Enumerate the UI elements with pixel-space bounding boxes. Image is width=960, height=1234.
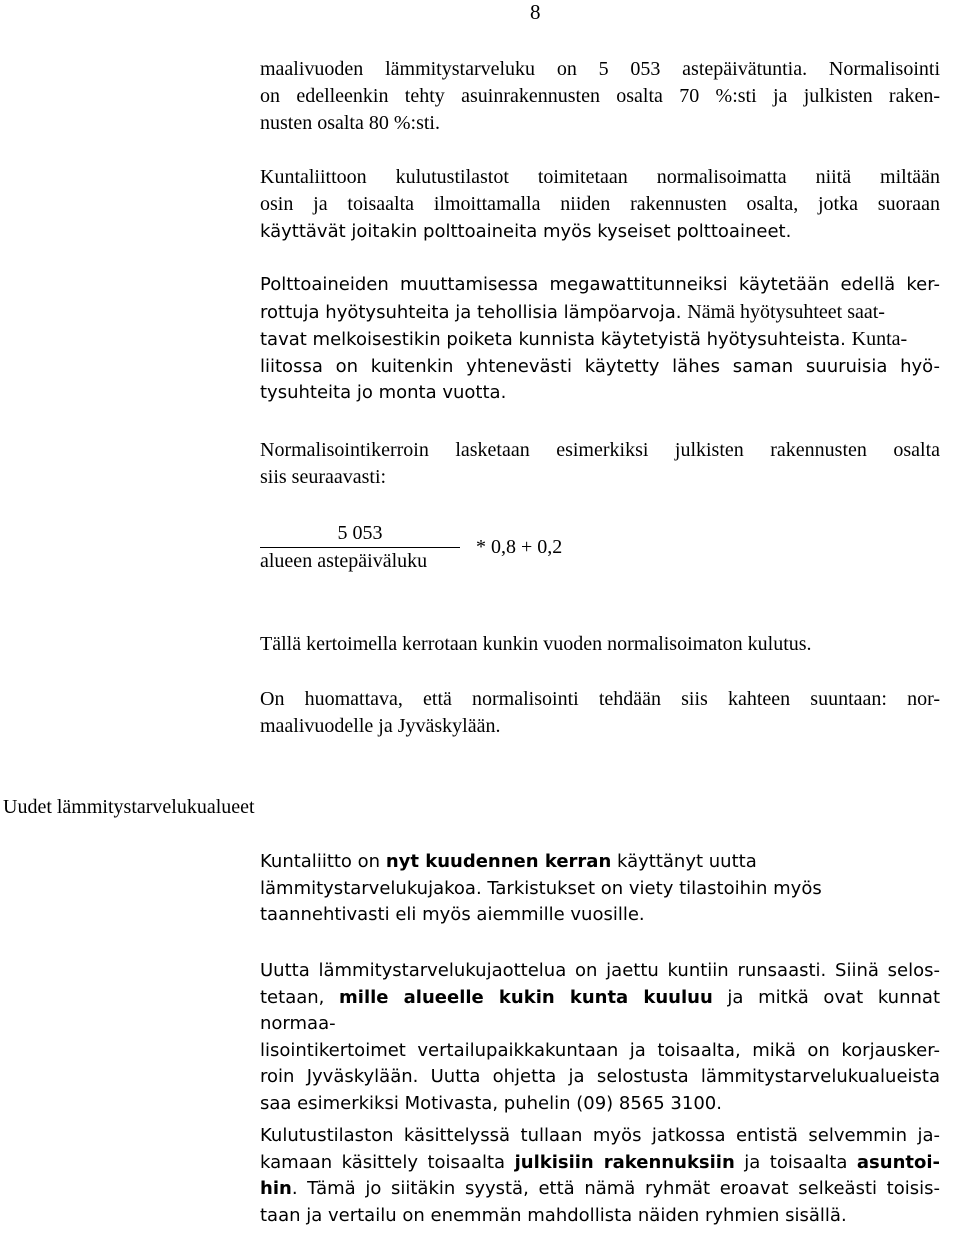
formula-denominator: alueen astepäiväluku <box>260 550 428 572</box>
text-line: Uutta lämmitystarvelukujaottelua on jaettu kuntiin runsaasti. Siinä selos- <box>260 960 940 981</box>
text-segment: tetaan, <box>260 986 340 1008</box>
text-segment: Kunta- <box>851 328 908 350</box>
bold-text: asuntoi- <box>856 1151 940 1173</box>
bold-text: hin <box>260 1178 292 1199</box>
text-segment: rottuja hyötysuhteita ja tehollisia lämpöarvoja. <box>260 301 682 323</box>
text-segment: . Tämä jo siitäkin syystä, että nämä ryhmät eroavat selkeästi toisis- <box>291 1178 940 1199</box>
section-heading: Uudet lämmitystarvelukualueet <box>3 796 255 818</box>
text-segment: kamaan käsittely toisaalta <box>260 1151 515 1173</box>
text-line: maalivuoden lämmitystarveluku on 5 053 astepäivätuntia. Normalisointi <box>260 58 940 80</box>
text-line: Kulutustilaston käsittelyssä tullaan myös jatkossa entistä selvemmin ja- <box>260 1125 940 1146</box>
fraction-bar <box>260 547 460 548</box>
text-line <box>260 1150 940 1177</box>
text-line: taan ja vertailu on enemmän mahdollista näiden ryhmien sisällä. <box>260 1204 847 1226</box>
bold-text: julkisiin rakennuksiin <box>514 1151 735 1173</box>
text-segment: ja mitkä ovat kunnat normaa- <box>260 986 940 1034</box>
text-segment: Nämä hyötysuhteet saat- <box>687 300 885 323</box>
text-line <box>260 299 940 327</box>
paragraph-statistics-delivery <box>260 164 940 245</box>
text-line: Kuntaliittoon kulutustilastot toimitetaan normalisoimatta niitä miltään <box>260 166 940 188</box>
text-line: Normalisointikerroin lasketaan esimerkiksi julkisten rakennusten osalta <box>260 439 940 461</box>
text-line <box>260 1176 940 1203</box>
text-line: taannehtivasti eli myös aiemmille vuosille. <box>260 904 645 925</box>
text-line: liitossa on kuitenkin yhtenevästi käytetty lähes saman suuruisia hyö- <box>260 355 940 377</box>
text-line: Polttoaineiden muuttamisessa megawattitunneiksi käytetään edellä ker- <box>260 274 940 295</box>
paragraph-division-distribution <box>260 958 940 1117</box>
paragraph-statistics-processing <box>260 1123 940 1229</box>
text-segment: Kuntaliitto on <box>260 851 386 872</box>
bold-text: mille alueelle kukin kunta kuuluu <box>339 986 713 1008</box>
text-line: Tällä kertoimella kerrotaan kunkin vuoden normalisoimaton kulutus. <box>260 633 812 655</box>
text-line <box>260 849 940 876</box>
text-line: osin ja toisaalta ilmoittamalla niiden rakennusten osalta, jotka suoraan <box>260 193 940 215</box>
text-line: on edelleenkin tehty asuinrakennusten osalta 70 %:sti ja julkisten raken- <box>260 85 940 107</box>
text-line <box>260 985 940 1038</box>
formula-multiplier: * 0,8 + 0,2 <box>476 536 563 558</box>
text-segment: käyttänyt uutta <box>611 851 757 872</box>
formula-numerator: 5 053 <box>337 522 383 544</box>
text-segment: ja toisaalta <box>734 1151 857 1173</box>
bold-text: nyt kuudennen kerran <box>385 851 612 872</box>
text-line: käyttävät joitakin polttoaineita myös kyseiset polttoaineet. <box>260 221 792 242</box>
page-number: 8 <box>530 0 541 24</box>
text-segment: tavat melkoisestikin poiketa kunnista käytetyistä hyötysuhteista. <box>260 329 846 350</box>
paragraph-normalization-intro <box>260 56 940 137</box>
text-line: tysuhteita jo monta vuotta. <box>260 382 507 403</box>
normalization-formula <box>260 521 700 581</box>
text-line: nusten osalta 80 %:sti. <box>260 112 440 134</box>
paragraph-coefficient-intro <box>260 437 940 491</box>
paragraph-coefficient-usage <box>260 631 940 658</box>
paragraph-new-division <box>260 849 940 929</box>
paragraph-normalization-directions <box>260 686 940 740</box>
text-line: saa esimerkiksi Motivasta, puhelin (09) 8565 3100. <box>260 1092 722 1114</box>
text-line: On huomattava, että normalisointi tehdään siis kahteen suuntaan: nor- <box>260 688 940 710</box>
paragraph-fuel-conversion <box>260 272 940 407</box>
text-line: lisointikertoimet vertailupaikkakuntaan ja toisaalta, mikä on korjausker- <box>260 1039 940 1061</box>
text-line <box>260 326 940 354</box>
text-line: siis seuraavasti: <box>260 466 387 488</box>
text-line: roin Jyväskylään. Uutta ohjetta ja selostusta lämmitystarvelukualueista <box>260 1066 940 1087</box>
text-line: maalivuodelle ja Jyväskylään. <box>260 715 501 737</box>
text-line: lämmitystarvelukujakoa. Tarkistukset on viety tilastoihin myös <box>260 877 822 899</box>
